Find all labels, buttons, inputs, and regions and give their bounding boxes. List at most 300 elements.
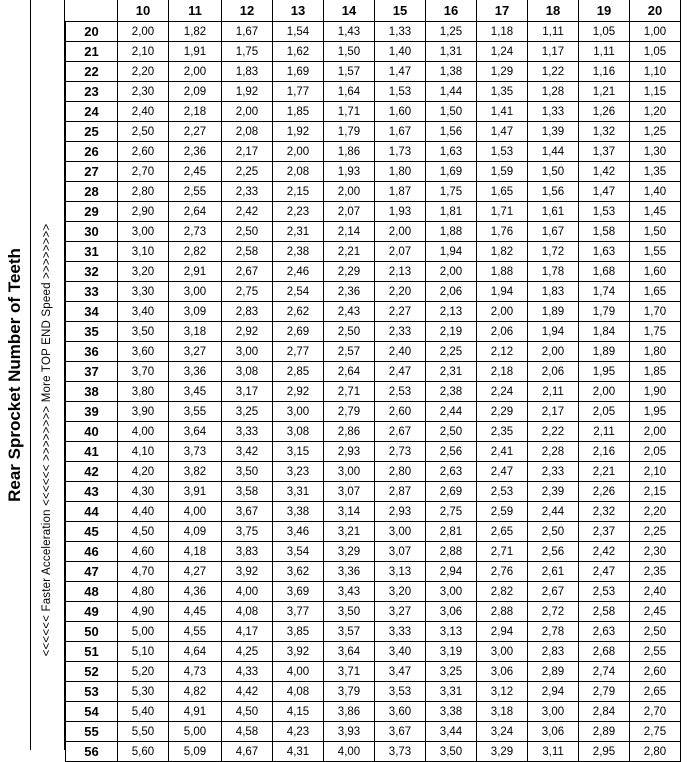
ratio-cell: 3,90	[118, 402, 169, 422]
ratio-cell: 2,84	[579, 702, 630, 722]
ratio-cell: 3,00	[528, 702, 579, 722]
rear-teeth-label: 56	[66, 742, 118, 762]
ratio-cell: 1,47	[375, 62, 426, 82]
ratio-cell: 3,00	[273, 402, 324, 422]
ratio-cell: 1,65	[477, 182, 528, 202]
ratio-cell: 2,44	[528, 502, 579, 522]
ratio-cell: 3,11	[528, 742, 579, 762]
ratio-cell: 3,23	[273, 462, 324, 482]
ratio-cell: 2,94	[477, 622, 528, 642]
ratio-cell: 2,10	[630, 462, 681, 482]
ratio-cell: 2,39	[528, 482, 579, 502]
ratio-cell: 1,94	[426, 242, 477, 262]
ratio-cell: 1,00	[630, 22, 681, 42]
rear-teeth-label: 40	[66, 422, 118, 442]
ratio-cell: 4,20	[118, 462, 169, 482]
ratio-cell: 1,37	[579, 142, 630, 162]
ratio-cell: 2,00	[169, 62, 222, 82]
ratio-cell: 4,00	[222, 582, 273, 602]
ratio-cell: 2,42	[579, 542, 630, 562]
ratio-cell: 1,35	[477, 82, 528, 102]
ratio-cell: 2,43	[324, 302, 375, 322]
rear-teeth-label: 42	[66, 462, 118, 482]
ratio-cell: 2,57	[324, 342, 375, 362]
ratio-cell: 2,69	[273, 322, 324, 342]
ratio-cell: 2,50	[324, 322, 375, 342]
ratio-cell: 3,13	[426, 622, 477, 642]
ratio-cell: 3,08	[222, 362, 273, 382]
ratio-cell: 2,00	[118, 22, 169, 42]
ratio-cell: 1,60	[630, 262, 681, 282]
ratio-cell: 1,11	[579, 42, 630, 62]
rear-teeth-label: 21	[66, 42, 118, 62]
ratio-cell: 2,00	[630, 422, 681, 442]
ratio-cell: 3,60	[375, 702, 426, 722]
ratio-cell: 2,50	[118, 122, 169, 142]
ratio-cell: 1,63	[579, 242, 630, 262]
ratio-cell: 2,05	[630, 442, 681, 462]
ratio-cell: 2,25	[630, 522, 681, 542]
ratio-cell: 2,78	[528, 622, 579, 642]
ratio-cell: 2,90	[118, 202, 169, 222]
ratio-cell: 1,42	[579, 162, 630, 182]
ratio-cell: 1,53	[579, 202, 630, 222]
rear-teeth-label: 51	[66, 642, 118, 662]
ratio-cell: 2,80	[118, 182, 169, 202]
ratio-cell: 3,80	[118, 382, 169, 402]
ratio-cell: 3,00	[222, 342, 273, 362]
table-title-text: Rear Sprocket Number of Teeth	[5, 248, 24, 502]
rear-teeth-label: 37	[66, 362, 118, 382]
ratio-cell: 2,00	[528, 342, 579, 362]
ratio-cell: 1,79	[324, 122, 375, 142]
ratio-cell: 1,67	[222, 22, 273, 42]
ratio-cell: 2,21	[324, 242, 375, 262]
ratio-cell: 3,50	[324, 602, 375, 622]
ratio-cell: 3,27	[169, 342, 222, 362]
table-row	[66, 422, 681, 442]
ratio-cell: 2,53	[477, 482, 528, 502]
ratio-cell: 5,20	[118, 662, 169, 682]
ratio-cell: 2,58	[222, 242, 273, 262]
table-row	[66, 182, 681, 202]
ratio-cell: 3,00	[324, 462, 375, 482]
ratio-cell: 2,80	[375, 462, 426, 482]
table-row	[66, 142, 681, 162]
ratio-cell: 1,31	[426, 42, 477, 62]
ratio-cell: 2,73	[169, 222, 222, 242]
ratio-cell: 2,45	[169, 162, 222, 182]
ratio-cell: 2,71	[477, 542, 528, 562]
ratio-cell: 3,06	[426, 602, 477, 622]
ratio-cell: 1,65	[630, 282, 681, 302]
ratio-cell: 2,63	[579, 622, 630, 642]
ratio-cell: 3,92	[222, 562, 273, 582]
ratio-cell: 1,69	[426, 162, 477, 182]
table-row	[66, 242, 681, 262]
ratio-cell: 1,72	[528, 242, 579, 262]
ratio-cell: 3,77	[273, 602, 324, 622]
ratio-cell: 3,00	[477, 642, 528, 662]
rear-teeth-label: 45	[66, 522, 118, 542]
ratio-cell: 2,30	[118, 82, 169, 102]
ratio-cell: 2,00	[273, 142, 324, 162]
table-row	[66, 382, 681, 402]
rear-teeth-label: 35	[66, 322, 118, 342]
ratio-cell: 2,00	[375, 222, 426, 242]
ratio-cell: 4,91	[169, 702, 222, 722]
ratio-cell: 1,26	[579, 102, 630, 122]
ratio-cell: 1,33	[528, 102, 579, 122]
ratio-cell: 1,75	[222, 42, 273, 62]
ratio-cell: 1,54	[273, 22, 324, 42]
ratio-cell: 1,22	[528, 62, 579, 82]
rear-teeth-label: 41	[66, 442, 118, 462]
table-row	[66, 502, 681, 522]
ratio-cell: 1,67	[375, 122, 426, 142]
ratio-cell: 2,40	[118, 102, 169, 122]
ratio-cell: 4,90	[118, 602, 169, 622]
rear-teeth-label: 22	[66, 62, 118, 82]
ratio-cell: 1,38	[426, 62, 477, 82]
ratio-cell: 2,18	[169, 102, 222, 122]
ratio-cell: 1,40	[630, 182, 681, 202]
ratio-cell: 4,18	[169, 542, 222, 562]
ratio-cell: 1,70	[630, 302, 681, 322]
ratio-cell: 2,14	[324, 222, 375, 242]
ratio-cell: 1,85	[273, 102, 324, 122]
ratio-cell: 2,93	[375, 502, 426, 522]
ratio-cell: 2,47	[477, 462, 528, 482]
ratio-cell: 2,67	[222, 262, 273, 282]
ratio-cell: 3,20	[118, 262, 169, 282]
ratio-cell: 2,56	[426, 442, 477, 462]
ratio-cell: 3,38	[426, 702, 477, 722]
front-teeth-header: 13	[273, 0, 324, 22]
ratio-cell: 4,00	[324, 742, 375, 762]
table-row	[66, 682, 681, 702]
ratio-cell: 1,25	[426, 22, 477, 42]
ratio-cell: 4,82	[169, 682, 222, 702]
ratio-cell: 2,50	[222, 222, 273, 242]
ratio-cell: 2,65	[630, 682, 681, 702]
ratio-cell: 3,67	[222, 502, 273, 522]
ratio-cell: 1,74	[579, 282, 630, 302]
ratio-cell: 4,45	[169, 602, 222, 622]
ratio-cell: 1,83	[528, 282, 579, 302]
ratio-cell: 3,47	[375, 662, 426, 682]
ratio-cell: 3,33	[375, 622, 426, 642]
ratio-cell: 2,91	[169, 262, 222, 282]
ratio-cell: 2,65	[477, 522, 528, 542]
ratio-cell: 1,76	[477, 222, 528, 242]
ratio-cell: 2,50	[426, 422, 477, 442]
ratio-cell: 3,33	[222, 422, 273, 442]
ratio-cell: 2,27	[375, 302, 426, 322]
ratio-cell: 2,31	[426, 362, 477, 382]
table-row	[66, 642, 681, 662]
ratio-cell: 2,75	[426, 502, 477, 522]
ratio-cell: 1,44	[528, 142, 579, 162]
ratio-cell: 5,30	[118, 682, 169, 702]
ratio-cell: 3,00	[118, 222, 169, 242]
table-row	[66, 262, 681, 282]
ratio-cell: 1,79	[579, 302, 630, 322]
ratio-cell: 1,85	[630, 362, 681, 382]
ratio-cell: 2,18	[477, 362, 528, 382]
ratio-cell: 1,92	[222, 82, 273, 102]
ratio-cell: 3,10	[118, 242, 169, 262]
ratio-cell: 4,50	[118, 522, 169, 542]
ratio-cell: 1,10	[630, 62, 681, 82]
ratio-cell: 4,50	[222, 702, 273, 722]
ratio-cell: 2,59	[477, 502, 528, 522]
ratio-cell: 1,20	[630, 102, 681, 122]
ratio-cell: 2,00	[477, 302, 528, 322]
ratio-cell: 3,00	[375, 522, 426, 542]
ratio-cell: 2,09	[169, 82, 222, 102]
rear-teeth-label: 26	[66, 142, 118, 162]
ratio-cell: 2,16	[579, 442, 630, 462]
ratio-cell: 3,06	[528, 722, 579, 742]
ratio-cell: 2,92	[222, 322, 273, 342]
table-row	[66, 302, 681, 322]
ratio-cell: 1,71	[324, 102, 375, 122]
ratio-cell: 5,50	[118, 722, 169, 742]
ratio-cell: 1,17	[528, 42, 579, 62]
ratio-cell: 2,46	[273, 262, 324, 282]
ratio-cell: 2,79	[579, 682, 630, 702]
ratio-cell: 4,09	[169, 522, 222, 542]
ratio-cell: 1,89	[579, 342, 630, 362]
ratio-cell: 2,70	[118, 162, 169, 182]
ratio-cell: 2,27	[169, 122, 222, 142]
ratio-cell: 3,15	[273, 442, 324, 462]
table-row	[66, 722, 681, 742]
ratio-cell: 2,80	[630, 742, 681, 762]
ratio-cell: 3,40	[375, 642, 426, 662]
rear-teeth-label: 54	[66, 702, 118, 722]
ratio-cell: 2,89	[528, 662, 579, 682]
front-teeth-header: 19	[579, 0, 630, 22]
rear-teeth-label: 33	[66, 282, 118, 302]
ratio-cell: 1,77	[273, 82, 324, 102]
ratio-cell: 3,91	[169, 482, 222, 502]
ratio-cell: 2,77	[273, 342, 324, 362]
ratio-cell: 2,08	[222, 122, 273, 142]
ratio-cell: 1,62	[273, 42, 324, 62]
table-row	[66, 282, 681, 302]
ratio-cell: 1,75	[630, 322, 681, 342]
ratio-cell: 3,93	[324, 722, 375, 742]
ratio-cell: 2,94	[528, 682, 579, 702]
ratio-cell: 2,35	[477, 422, 528, 442]
rear-teeth-label: 28	[66, 182, 118, 202]
ratio-cell: 1,16	[579, 62, 630, 82]
ratio-cell: 2,12	[477, 342, 528, 362]
ratio-cell: 2,64	[324, 362, 375, 382]
ratio-cell: 3,70	[118, 362, 169, 382]
ratio-cell: 2,05	[579, 402, 630, 422]
ratio-cell: 1,05	[579, 22, 630, 42]
ratio-cell: 3,14	[324, 502, 375, 522]
corner-cell	[66, 0, 118, 22]
table-row	[66, 562, 681, 582]
ratio-cell: 2,82	[169, 242, 222, 262]
ratio-cell: 2,29	[477, 402, 528, 422]
ratio-cell: 3,00	[169, 282, 222, 302]
ratio-cell: 2,74	[579, 662, 630, 682]
ratio-cell: 3,62	[273, 562, 324, 582]
ratio-cell: 1,45	[630, 202, 681, 222]
table-row	[66, 402, 681, 422]
ratio-cell: 2,86	[324, 422, 375, 442]
ratio-cell: 4,30	[118, 482, 169, 502]
ratio-cell: 2,55	[630, 642, 681, 662]
ratio-cell: 2,71	[324, 382, 375, 402]
ratio-cell: 3,40	[118, 302, 169, 322]
ratio-cell: 2,36	[169, 142, 222, 162]
ratio-cell: 2,35	[630, 562, 681, 582]
ratio-cell: 1,32	[579, 122, 630, 142]
rear-teeth-label: 48	[66, 582, 118, 602]
ratio-cell: 1,53	[375, 82, 426, 102]
table-row	[66, 582, 681, 602]
ratio-cell: 1,68	[579, 262, 630, 282]
ratio-cell: 2,47	[375, 362, 426, 382]
ratio-cell: 1,88	[426, 222, 477, 242]
ratio-cell: 2,00	[222, 102, 273, 122]
ratio-cell: 3,50	[426, 742, 477, 762]
ratio-cell: 1,33	[375, 22, 426, 42]
front-teeth-header: 11	[169, 0, 222, 22]
ratio-cell: 1,64	[324, 82, 375, 102]
ratio-cell: 1,78	[528, 262, 579, 282]
front-teeth-header: 12	[222, 0, 273, 22]
ratio-cell: 3,67	[375, 722, 426, 742]
ratio-cell: 4,80	[118, 582, 169, 602]
ratio-cell: 1,67	[528, 222, 579, 242]
ratio-cell: 2,88	[477, 602, 528, 622]
ratio-cell: 4,23	[273, 722, 324, 742]
ratio-cell: 3,44	[426, 722, 477, 742]
ratio-cell: 2,83	[222, 302, 273, 322]
ratio-cell: 1,88	[477, 262, 528, 282]
ratio-cell: 1,82	[477, 242, 528, 262]
rear-teeth-label: 53	[66, 682, 118, 702]
ratio-cell: 1,83	[222, 62, 273, 82]
ratio-cell: 2,00	[324, 182, 375, 202]
ratio-cell: 2,62	[273, 302, 324, 322]
ratio-cell: 3,42	[222, 442, 273, 462]
ratio-cell: 3,50	[118, 322, 169, 342]
ratio-cell: 3,75	[222, 522, 273, 542]
table-row	[66, 362, 681, 382]
ratio-cell: 3,79	[324, 682, 375, 702]
ratio-cell: 1,82	[169, 22, 222, 42]
ratio-cell: 2,11	[528, 382, 579, 402]
rear-teeth-label: 49	[66, 602, 118, 622]
ratio-cell: 2,17	[222, 142, 273, 162]
ratio-cell: 2,82	[477, 582, 528, 602]
front-teeth-header: 15	[375, 0, 426, 22]
ratio-cell: 3,57	[324, 622, 375, 642]
ratio-cell: 2,06	[477, 322, 528, 342]
ratio-cell: 3,92	[273, 642, 324, 662]
ratio-cell: 2,00	[426, 262, 477, 282]
ratio-cell: 1,87	[375, 182, 426, 202]
ratio-cell: 2,11	[579, 422, 630, 442]
ratio-cell: 3,69	[273, 582, 324, 602]
ratio-cell: 2,28	[528, 442, 579, 462]
ratio-cell: 1,89	[528, 302, 579, 322]
ratio-cell: 5,00	[169, 722, 222, 742]
rear-teeth-label: 46	[66, 542, 118, 562]
ratio-cell: 4,55	[169, 622, 222, 642]
ratio-cell: 1,39	[528, 122, 579, 142]
ratio-cell: 1,59	[477, 162, 528, 182]
ratio-cell: 2,06	[426, 282, 477, 302]
ratio-cell: 1,95	[579, 362, 630, 382]
ratio-cell: 2,42	[222, 202, 273, 222]
ratio-cell: 2,24	[477, 382, 528, 402]
ratio-cell: 3,06	[477, 662, 528, 682]
speed-direction-note-text: <<<<<< Faster Acceleration <<<<<< >>>>>>>> More TOP END Speed >>>>>>>>	[41, 223, 53, 657]
ratio-cell: 3,54	[273, 542, 324, 562]
ratio-cell: 3,29	[324, 542, 375, 562]
table-row	[66, 42, 681, 62]
table-row	[66, 602, 681, 622]
ratio-cell: 3,83	[222, 542, 273, 562]
ratio-cell: 3,17	[222, 382, 273, 402]
ratio-cell: 4,00	[169, 502, 222, 522]
ratio-cell: 3,12	[477, 682, 528, 702]
ratio-cell: 1,21	[579, 82, 630, 102]
ratio-cell: 2,07	[324, 202, 375, 222]
table-row	[66, 162, 681, 182]
ratio-cell: 4,00	[118, 422, 169, 442]
ratio-cell: 2,54	[273, 282, 324, 302]
ratio-cell: 1,43	[324, 22, 375, 42]
ratio-cell: 1,30	[630, 142, 681, 162]
ratio-cell: 3,18	[169, 322, 222, 342]
table-row	[66, 462, 681, 482]
ratio-cell: 1,44	[426, 82, 477, 102]
ratio-cell: 3,64	[324, 642, 375, 662]
ratio-cell: 2,75	[630, 722, 681, 742]
ratio-cell: 5,00	[118, 622, 169, 642]
front-teeth-header: 20	[630, 0, 681, 22]
ratio-cell: 2,38	[426, 382, 477, 402]
table-row	[66, 102, 681, 122]
ratio-cell: 2,22	[528, 422, 579, 442]
ratio-cell: 2,25	[222, 162, 273, 182]
ratio-cell: 3,24	[477, 722, 528, 742]
table-row	[66, 82, 681, 102]
ratio-cell: 4,10	[118, 442, 169, 462]
ratio-cell: 2,85	[273, 362, 324, 382]
ratio-cell: 3,43	[324, 582, 375, 602]
rear-teeth-label: 23	[66, 82, 118, 102]
ratio-cell: 1,50	[324, 42, 375, 62]
table-row	[66, 522, 681, 542]
ratio-cell: 3,50	[222, 462, 273, 482]
ratio-cell: 3,25	[222, 402, 273, 422]
ratio-cell: 3,07	[324, 482, 375, 502]
ratio-cell: 1,55	[630, 242, 681, 262]
ratio-cell: 3,46	[273, 522, 324, 542]
ratio-cell: 4,40	[118, 502, 169, 522]
